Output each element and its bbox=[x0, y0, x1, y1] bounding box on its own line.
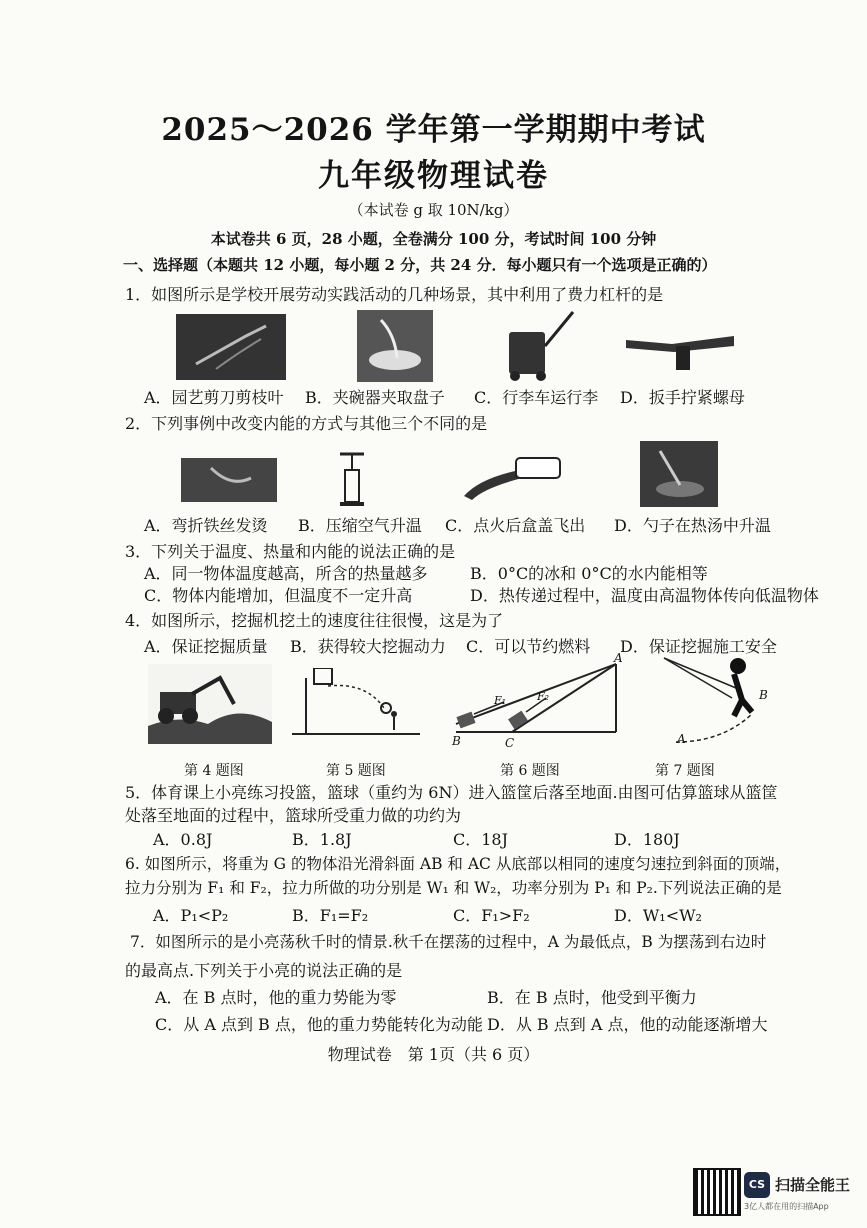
bent-wire-photo bbox=[181, 458, 277, 502]
fig6-caption: 第 6 题图 bbox=[500, 763, 560, 779]
q7-option-c: C．从 A 点到 B 点，他的重力势能转化为动能 bbox=[155, 1015, 483, 1034]
scanner-app-name: 扫描全能王 bbox=[775, 1176, 851, 1194]
q4-option-b: B．获得较大挖掘动力 bbox=[290, 637, 446, 656]
q5-stem-line1: 5．体育课上小亮练习投篮，篮球（重约为 6N）进入篮筐后落至地面.由图可估算篮球从篮筐 bbox=[125, 783, 778, 802]
fig4-caption: 第 4 题图 bbox=[184, 763, 244, 779]
q1-option-a: A．园艺剪刀剪枝叶 bbox=[144, 388, 284, 407]
q1-option-d: D．扳手拧紧螺母 bbox=[620, 388, 745, 407]
q6-option-c: C．F₁>F₂ bbox=[453, 906, 530, 925]
q2-stem: 2．下列事例中改变内能的方式与其他三个不同的是 bbox=[125, 414, 488, 433]
q6-option-d: D．W₁<W₂ bbox=[614, 906, 702, 925]
q3-option-a: A．同一物体温度越高，所含的热量越多 bbox=[144, 564, 428, 583]
fig6-label-b: B bbox=[452, 734, 461, 748]
ignition-box-icon bbox=[460, 448, 570, 504]
q5-option-d: D．180J bbox=[614, 830, 680, 849]
q1-stem: 1．如图所示是学校开展劳动实践活动的几种场景，其中利用了费力杠杆的是 bbox=[125, 285, 664, 304]
q7-option-b: B．在 B 点时，他受到平衡力 bbox=[487, 988, 697, 1007]
fig7-label-b: B bbox=[759, 688, 768, 702]
q6-option-a: A．P₁<P₂ bbox=[153, 906, 229, 925]
q2-option-a: A．弯折铁丝发烫 bbox=[144, 516, 268, 535]
q6-option-b: B．F₁=F₂ bbox=[292, 906, 369, 925]
q2-option-c: C．点火后盒盖飞出 bbox=[445, 516, 586, 535]
fig6-label-a: A bbox=[614, 651, 623, 665]
basketball-figure bbox=[288, 668, 424, 742]
spoon-icon bbox=[640, 441, 718, 507]
q5-option-a: A．0.8J bbox=[153, 830, 213, 849]
q4-option-c: C．可以节约燃料 bbox=[466, 637, 591, 656]
q4-stem: 4．如图所示，挖掘机挖土的速度往往很慢，这是为了 bbox=[125, 611, 504, 630]
q6-stem-line2: 拉力分别为 F₁ 和 F₂，拉力所做的功分别是 W₁ 和 W₂，功率分别为 P₁ 和 P₂.下列说法正确的是 bbox=[125, 879, 782, 897]
q7-stem-line1: 7．如图所示的是小亮荡秋千时的情景.秋千在摆荡的过程中，A 为最低点，B 为摆荡到右边时 bbox=[130, 933, 767, 951]
q4-option-a: A．保证挖掘质量 bbox=[144, 637, 268, 656]
luggage-cart-icon bbox=[495, 306, 585, 384]
scanner-logo: CS bbox=[744, 1172, 770, 1198]
fig6-label-c: C bbox=[505, 736, 515, 750]
pruning-shears-photo bbox=[176, 314, 286, 380]
fig5-caption: 第 5 题图 bbox=[326, 763, 386, 779]
scanner-tagline: 3亿人都在用的扫描App bbox=[744, 1202, 829, 1211]
plate-gripper-photo bbox=[357, 310, 433, 382]
page-footer: 物理试卷 第 1页（共 6 页） bbox=[327, 1045, 540, 1064]
pruning-shears-icon bbox=[176, 314, 286, 380]
inclined-plane-figure bbox=[448, 654, 624, 748]
exam-info: 本试卷共 6 页，28 小题，全卷满分 100 分，考试时间 100 分钟 bbox=[210, 230, 657, 248]
q3-option-c: C．物体内能增加，但温度不一定升高 bbox=[144, 586, 413, 605]
fig7-label-a: A bbox=[677, 732, 686, 746]
q5-stem-line2: 处落至地面的过程中，篮球所受重力做的功约为 bbox=[125, 806, 462, 825]
q7-option-a: A．在 B 点时，他的重力势能为零 bbox=[155, 988, 397, 1007]
q5-option-c: C．18J bbox=[453, 830, 509, 849]
hot-soup-spoon-photo bbox=[640, 441, 718, 507]
wrench-icon bbox=[622, 318, 742, 380]
q2-option-d: D．勺子在热汤中升温 bbox=[614, 516, 771, 535]
fig7-caption: 第 7 题图 bbox=[655, 763, 715, 779]
q1-option-c: C．行李车运行李 bbox=[474, 388, 599, 407]
plate-gripper-icon bbox=[357, 310, 433, 382]
q4-option-d: D．保证挖掘施工安全 bbox=[620, 637, 777, 656]
section-heading: 一、选择题（本题共 12 小题，每小题 2 分，共 24 分．每小题只有一个选项是正确的） bbox=[123, 256, 717, 274]
qr-code-icon bbox=[693, 1168, 741, 1216]
q5-option-b: B．1.8J bbox=[292, 830, 352, 849]
q6-stem-line1: 6. 如图所示，将重为 G 的物体沿光滑斜面 AB 和 AC 从底部以相同的速度匀速拉到斜面的顶端， bbox=[125, 855, 791, 873]
fig6-label-f1: F₁ bbox=[494, 694, 507, 707]
excavator-figure bbox=[148, 664, 272, 744]
gravity-note: （本试卷 g 取 10N/kg） bbox=[348, 201, 519, 219]
q3-option-b: B．0°C的冰和 0°C的水内能相等 bbox=[470, 564, 708, 583]
q7-stem-line2: 的最高点.下列关于小亮的说法正确的是 bbox=[125, 961, 403, 980]
q1-option-b: B．夹碗器夹取盘子 bbox=[305, 388, 445, 407]
q7-option-d: D．从 B 点到 A 点，他的动能逐渐增大 bbox=[487, 1015, 768, 1034]
fig6-label-f2: F₂ bbox=[537, 690, 550, 703]
q3-option-d: D．热传递过程中，温度由高温物体传向低温物体 bbox=[470, 586, 819, 605]
air-pump-icon bbox=[332, 436, 372, 508]
exam-subtitle: 九年级物理试卷 bbox=[318, 158, 549, 194]
q2-option-b: B．压缩空气升温 bbox=[298, 516, 422, 535]
exam-title: 2025～2026 学年第一学期期中考试 bbox=[161, 112, 706, 148]
q3-stem: 3．下列关于温度、热量和内能的说法正确的是 bbox=[125, 542, 456, 561]
bent-wire-icon bbox=[181, 458, 277, 502]
